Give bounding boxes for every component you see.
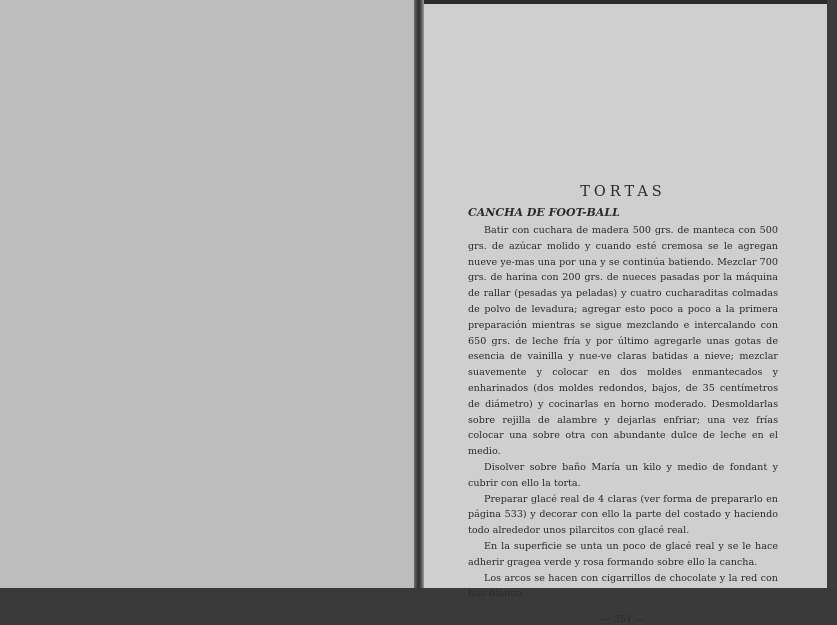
- page-number: — 351 —: [601, 614, 645, 625]
- page-edge: [827, 0, 837, 588]
- recipe-paragraph: En la superficie se unta un poco de glacé real y se le hace adherir gragea verde y rosa formando sobre ello la cancha.: [468, 540, 778, 568]
- section-title: TORTAS: [580, 184, 666, 200]
- recipe-title: CANCHA DE FOOT-BALL: [468, 206, 620, 219]
- blank-left-page: [0, 0, 414, 588]
- right-page: [424, 4, 827, 625]
- recipe-paragraph: Los arcos se hacen con cigarrillos de chocolate y la red con hilo blanco.: [468, 572, 778, 600]
- book-gutter: [414, 0, 424, 588]
- page-content: [468, 184, 778, 625]
- recipe-paragraph: Preparar glacé real de 4 claras (ver forma de prepararlo en página 533) y decorar con ello la parte del costado y haciendo todo alrededor unos pilarcitos con glacé real.: [468, 493, 778, 537]
- recipe-paragraph: Batir con cuchara de madera 500 grs. de manteca con 500 grs. de azúcar molido y cuando esté cremosa se le agregan nueve ye-mas una por una y se continúa batiendo. Mezclar 700 grs. de harina con 200 grs. de nueces pasadas por la máquina de rallar (pesadas ya peladas) y cuatro cucharaditas colmadas de polvo de levadura; agregar esto poco a poco a la primera preparación mientras se sigue mezclando e intercalando con 650 grs. de leche fría y por último agregarle unas gotas de esencia de vainilla y nue-ve claras batidas a nieve; mezclar suavemente y colocar en dos moldes enmantecados y enharinados (dos moldes redondos, bajos, de 35 centímetros de diámetro) y cocinarlas en horno moderado. Desmoldarlas sobre rejilla de alambre y dejarlas enfriar; una vez frías colocar una sobre otra con abundante dulce de leche en el medio.: [468, 225, 778, 458]
- recipe-paragraph: Disolver sobre baño María un kilo y medio de fondant y cubrir con ello la torta.: [468, 461, 778, 489]
